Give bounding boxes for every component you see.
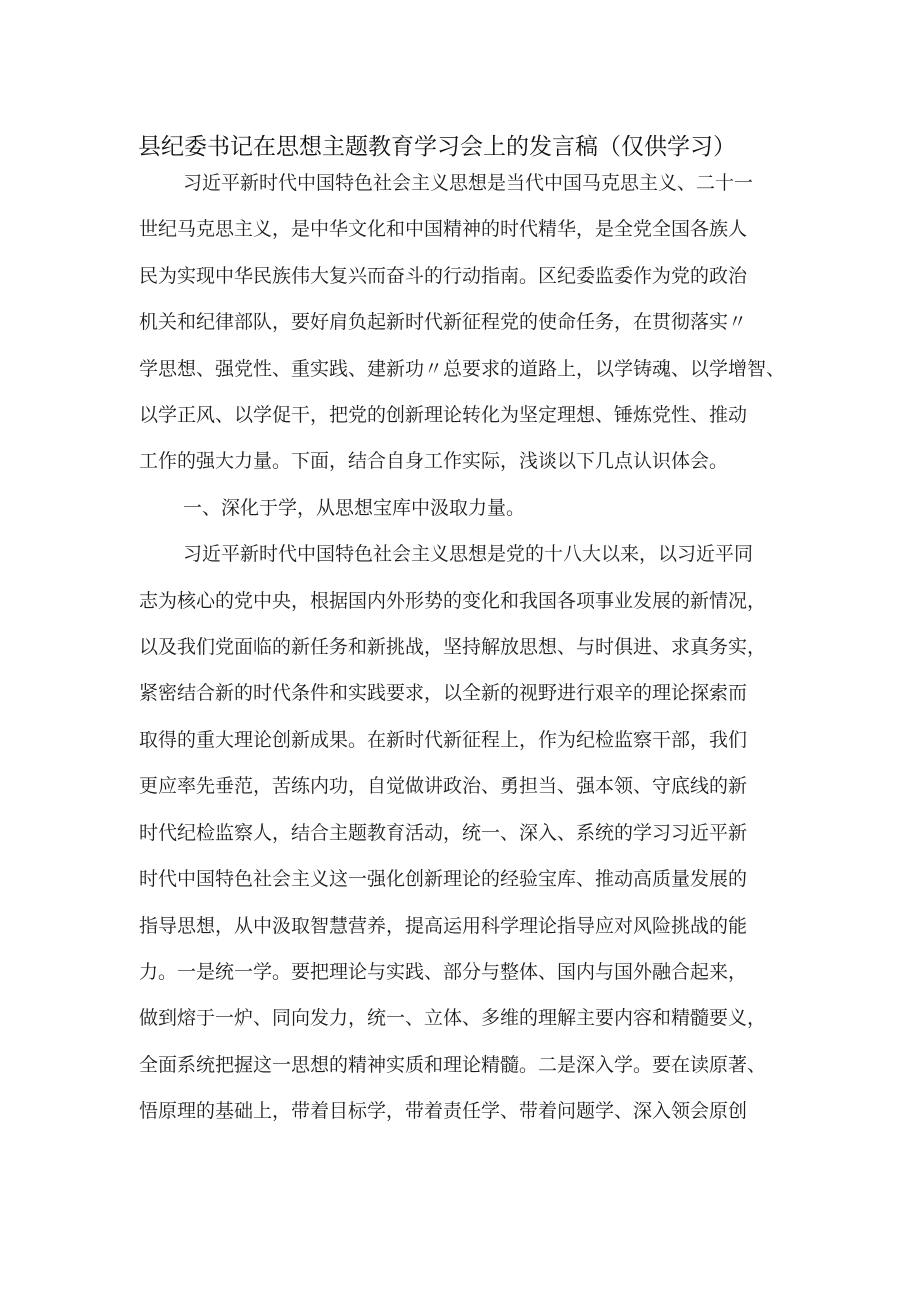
text-line: 工作的强大力量。下面，结合自身工作实际，浅谈以下几点认识体会。 bbox=[139, 450, 729, 473]
text-line: 紧密结合新的时代条件和实践要求，以全新的视野进行艰辛的理论探索而 bbox=[139, 682, 748, 705]
text-line: 以学正风、以学促干，把党的创新理论转化为坚定理想、锤炼党性、推动 bbox=[139, 404, 748, 427]
text-line: 时代中国特色社会主义这一强化创新理论的经验宝库、推动高质量发展的 bbox=[139, 868, 748, 891]
text-line: 指导思想，从中汲取智慧营养，提高运用科学理论指导应对风险挑战的能 bbox=[139, 914, 748, 937]
text-line: 世纪马克思主义，是中华文化和中国精神的时代精华，是全党全国各族人 bbox=[139, 218, 748, 241]
text-line: 一、深化于学，从思想宝库中汲取力量。 bbox=[183, 496, 526, 519]
text-line: 民为实现中华民族伟大复兴而奋斗的行动指南。区纪委监委作为党的政治 bbox=[139, 264, 748, 287]
text-line: 取得的重大理论创新成果。在新时代新征程上，作为纪检监察干部，我们 bbox=[139, 728, 748, 751]
text-line: 习近平新时代中国特色社会主义思想是党的十八大以来，以习近平同 bbox=[183, 543, 754, 566]
text-line: 力。一是统一学。要把理论与实践、部分与整体、国内与国外融合起来， bbox=[139, 960, 748, 983]
section-heading bbox=[139, 485, 787, 531]
paragraph-intro bbox=[139, 160, 787, 485]
text-line: 以及我们党面临的新任务和新挑战，坚持解放思想、与时俱进、求真务实， bbox=[139, 636, 767, 659]
text-line: 悟原理的基础上，带着目标学，带着责任学、带着问题学、深入领会原创 bbox=[139, 1100, 748, 1123]
text-line: 做到熔于一炉、同向发力，统一、立体、多维的理解主要内容和精髓要义， bbox=[139, 1007, 767, 1030]
text-line: 更应率先垂范，苦练内功，自觉做讲政治、勇担当、强本领、守底线的新 bbox=[139, 775, 748, 798]
text-line: 机关和纪律部队，要好肩负起新时代新征程党的使命任务，在贯彻落实〃 bbox=[139, 311, 748, 334]
text-line: 学思想、强党性、重实践、建新功〃总要求的道路上，以学铸魂、以学增智、 bbox=[139, 357, 786, 380]
text-line: 全面系统把握这一思想的精神实质和理论精髓。二是深入学。要在读原著、 bbox=[139, 1053, 767, 1076]
text-line: 时代纪检监察人，结合主题教育活动，统一、深入、系统的学习习近平新 bbox=[139, 821, 748, 844]
document-body bbox=[139, 160, 787, 1135]
text-line: 志为核心的党中央，根据国内外形势的变化和我国各项事业发展的新情况， bbox=[139, 589, 767, 612]
paragraph-section-one bbox=[139, 531, 787, 1134]
text-line: 习近平新时代中国特色社会主义思想是当代中国马克思主义、二十一 bbox=[183, 172, 754, 194]
document-title: 县纪委书记在思想主题教育学习会上的发言稿（仅供学习） bbox=[138, 134, 736, 160]
